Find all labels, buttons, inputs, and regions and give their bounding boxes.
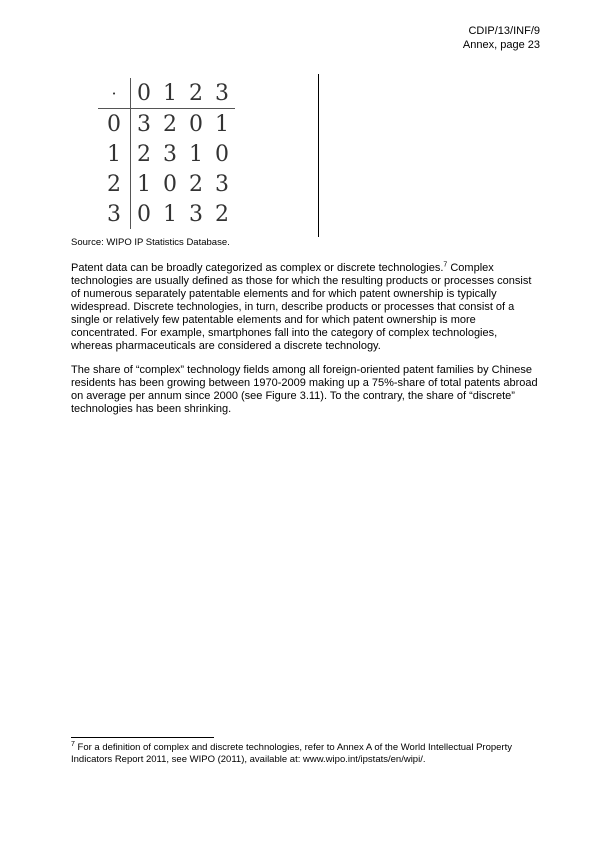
table-cell: 1: [189, 141, 203, 167]
paragraph-complex-share: The share of “complex” technology fields among all foreign-oriented patent families by Chinese residents has been growing between 1970-2009 making up a 75%-share of total patents abroad on average per annum since 2000 (see Figure 3.11). To the contrary, the share of “discrete” technologies has been shrinking.: [71, 364, 538, 415]
table-cell: 3: [163, 141, 177, 167]
table-cell: 3: [137, 111, 151, 137]
paragraph-text: Patent data can be broadly categorized as complex or discrete technologies.: [71, 262, 444, 274]
footnote-marker: 7: [71, 740, 75, 748]
table-row: [98, 139, 235, 169]
operation-table-figure: [64, 74, 320, 238]
table-header-row: [98, 78, 235, 109]
table-cell: 0: [137, 201, 151, 227]
table-cell: 1: [215, 111, 229, 137]
footnote-reference: 7: [443, 261, 448, 269]
table-cell: 1: [137, 171, 151, 197]
operation-table: [98, 78, 235, 229]
table-row: [98, 109, 235, 140]
table-cell: 3: [215, 171, 229, 197]
document-id: CDIP/13/INF/9: [468, 25, 540, 37]
table-cell: 2: [189, 171, 203, 197]
figure-right-border: [318, 74, 319, 237]
paragraph-technology-categories: [71, 262, 541, 353]
paragraph-text: Complex technologies are usually defined as those for which the resulting products or processes consist of numerous separately patentable elements and for which patent ownership is typically widespread. Discrete technologies, in turn, describe products or processes that consist of a single or relatively few patentable elements and for which patent ownership is more concentrated. For example, smartphones fall into the category of complex technologies, whereas pharmaceuticals are considered a discrete technology.: [71, 262, 532, 352]
page-reference: Annex, page 23: [462, 39, 540, 51]
column-header: 3: [209, 78, 235, 109]
table-cell: 3: [189, 201, 203, 227]
column-header: 0: [131, 78, 158, 109]
row-header: 3: [98, 199, 131, 229]
row-header: 1: [98, 139, 131, 169]
footnote-text: For a definition of complex and discrete technologies, refer to Annex A of the World Intellectual Property Indicators Report 2011, see WIPO (2011), available at: www.wipo.int/ipstats/en/wipi/.: [71, 742, 512, 765]
row-header: 0: [98, 109, 131, 140]
table-cell: 2: [215, 201, 229, 227]
table-cell: 2: [163, 111, 177, 137]
table-row: [98, 169, 235, 199]
table-cell: 1: [163, 201, 177, 227]
footnote-separator: [71, 737, 214, 738]
column-header: 1: [157, 78, 183, 109]
table-cell: 0: [189, 111, 203, 137]
figure-source-note: Source: WIPO IP Statistics Database.: [71, 237, 230, 248]
footnote: [71, 742, 541, 766]
table-cell: 0: [163, 171, 177, 197]
column-header: 2: [183, 78, 209, 109]
table-cell: 0: [215, 141, 229, 167]
table-corner-symbol: ·: [98, 78, 131, 109]
table-row: [98, 199, 235, 229]
table-cell: 2: [137, 141, 151, 167]
page-header: [463, 24, 540, 52]
row-header: 2: [98, 169, 131, 199]
